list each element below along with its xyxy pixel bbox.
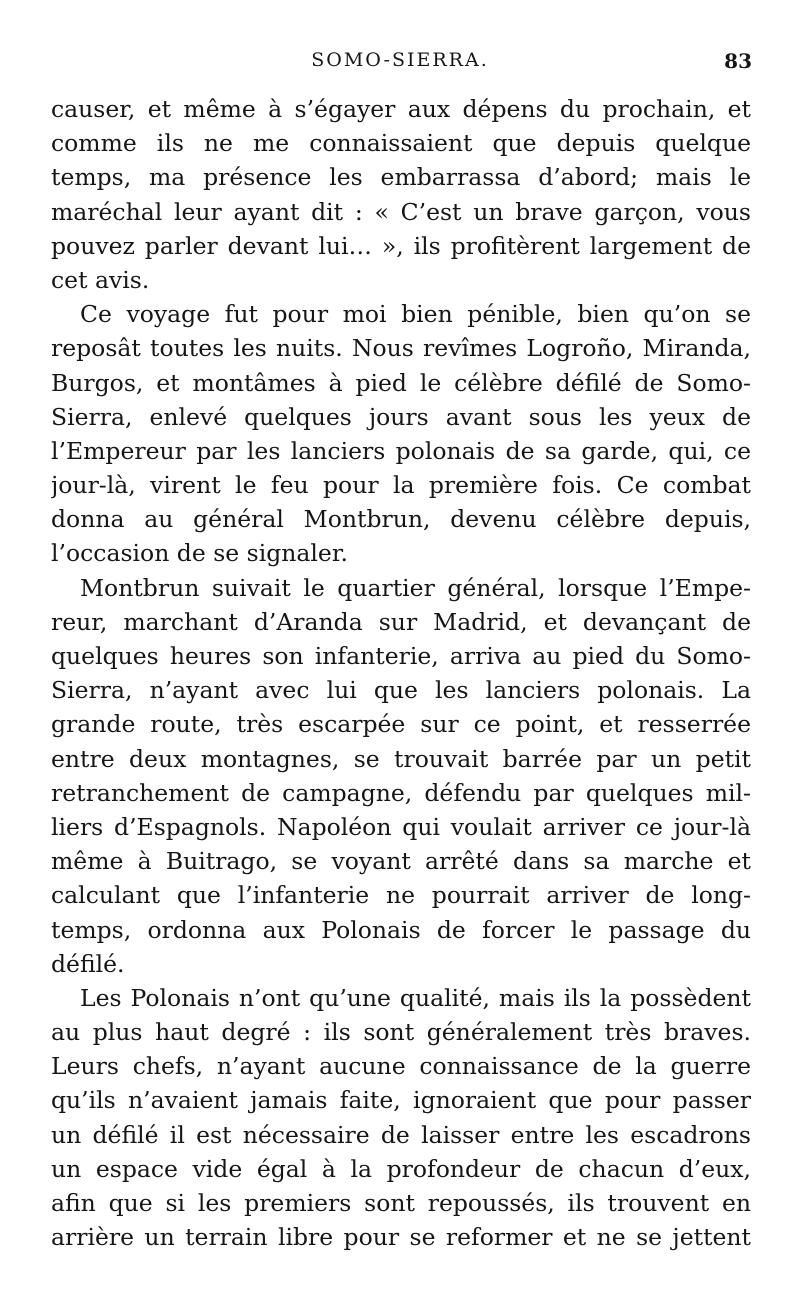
text-line: grande route, très escarpée sur ce point, et resserrée: [51, 710, 751, 739]
text-line: reur, marchant d’Aranda sur Madrid, et devançant de: [51, 607, 751, 636]
text-line: l’Empereur par les lanciers polonais de sa garde, qui, ce: [51, 436, 751, 465]
text-line: même à Buitrago, se voyant arrêté dans sa marche et: [51, 847, 751, 876]
text-line: jour-là, virent le feu pour la première fois. Ce combat: [51, 471, 751, 500]
text-line: donna au général Montbrun, devenu célèbre depuis,: [51, 505, 751, 534]
text-line: comme ils ne me connaissaient que depuis quelque: [51, 129, 751, 158]
text-line: Les Polonais n’ont qu’une qualité, mais ils la possèdent: [80, 983, 751, 1012]
page-number: 83: [724, 49, 752, 73]
text-line: l’occasion de se signaler.: [51, 539, 348, 568]
text-line: retranchement de campagne, défendu par quelques mil-: [51, 778, 751, 807]
text-line: un espace vide égal à la profondeur de chacun d’eux,: [51, 1154, 751, 1183]
text-line: temps, ordonna aux Polonais de forcer le passage du: [51, 915, 751, 944]
text-line: causer, et même à s’égayer aux dépens du prochain, et: [51, 95, 751, 123]
running-head: [48, 49, 752, 77]
text-line: Montbrun suivait le quartier général, lorsque l’Empe-: [80, 573, 751, 602]
text-line: qu’ils n’avaient jamais faite, ignoraient que pour passer: [51, 1086, 751, 1115]
text-line: afin que si les premiers sont repoussés, ils trouvent en: [51, 1189, 751, 1217]
body-text: [51, 92, 751, 1254]
text-line: Sierra, enlevé quelques jours avant sous les yeux de: [51, 402, 751, 431]
text-line: temps, ma présence les embarrassa d’abord; mais le: [51, 163, 751, 192]
text-line: pouvez parler devant lui… », ils profitèrent largement de: [51, 231, 751, 260]
text-line: liers d’Espagnols. Napoléon qui voulait arriver ce jour-là: [51, 812, 751, 841]
text-line: au plus haut degré : ils sont généralement très braves.: [51, 1018, 751, 1047]
text-line: cet avis.: [51, 265, 150, 294]
text-line: Sierra, n’ayant avec lui que les lanciers polonais. La: [51, 676, 751, 705]
text-line: défilé.: [51, 949, 125, 978]
text-line: maréchal leur ayant dit : « C’est un brave garçon, vous: [51, 197, 751, 226]
running-title: SOMO-SIERRA.: [311, 49, 489, 71]
text-line: arrière un terrain libre pour se reformer et ne se jettent: [51, 1223, 751, 1252]
text-line: entre deux montagnes, se trouvait barrée par un petit: [51, 744, 751, 773]
text-line: Leurs chefs, n’ayant aucune connaissance de la guerre: [51, 1052, 751, 1081]
text-line: reposât toutes les nuits. Nous revîmes Logroño, Miranda,: [51, 334, 751, 363]
text-line: un défilé il est nécessaire de laisser entre les escadrons: [51, 1120, 751, 1149]
text-line: Burgos, et montâmes à pied le célèbre défilé de Somo-: [51, 368, 751, 397]
text-line: Ce voyage fut pour moi bien pénible, bien qu’on se: [80, 300, 751, 329]
text-line: quelques heures son infanterie, arriva au pied du Somo-: [51, 642, 751, 670]
text-line: calculant que l’infanterie ne pourrait arriver de long-: [51, 881, 751, 910]
